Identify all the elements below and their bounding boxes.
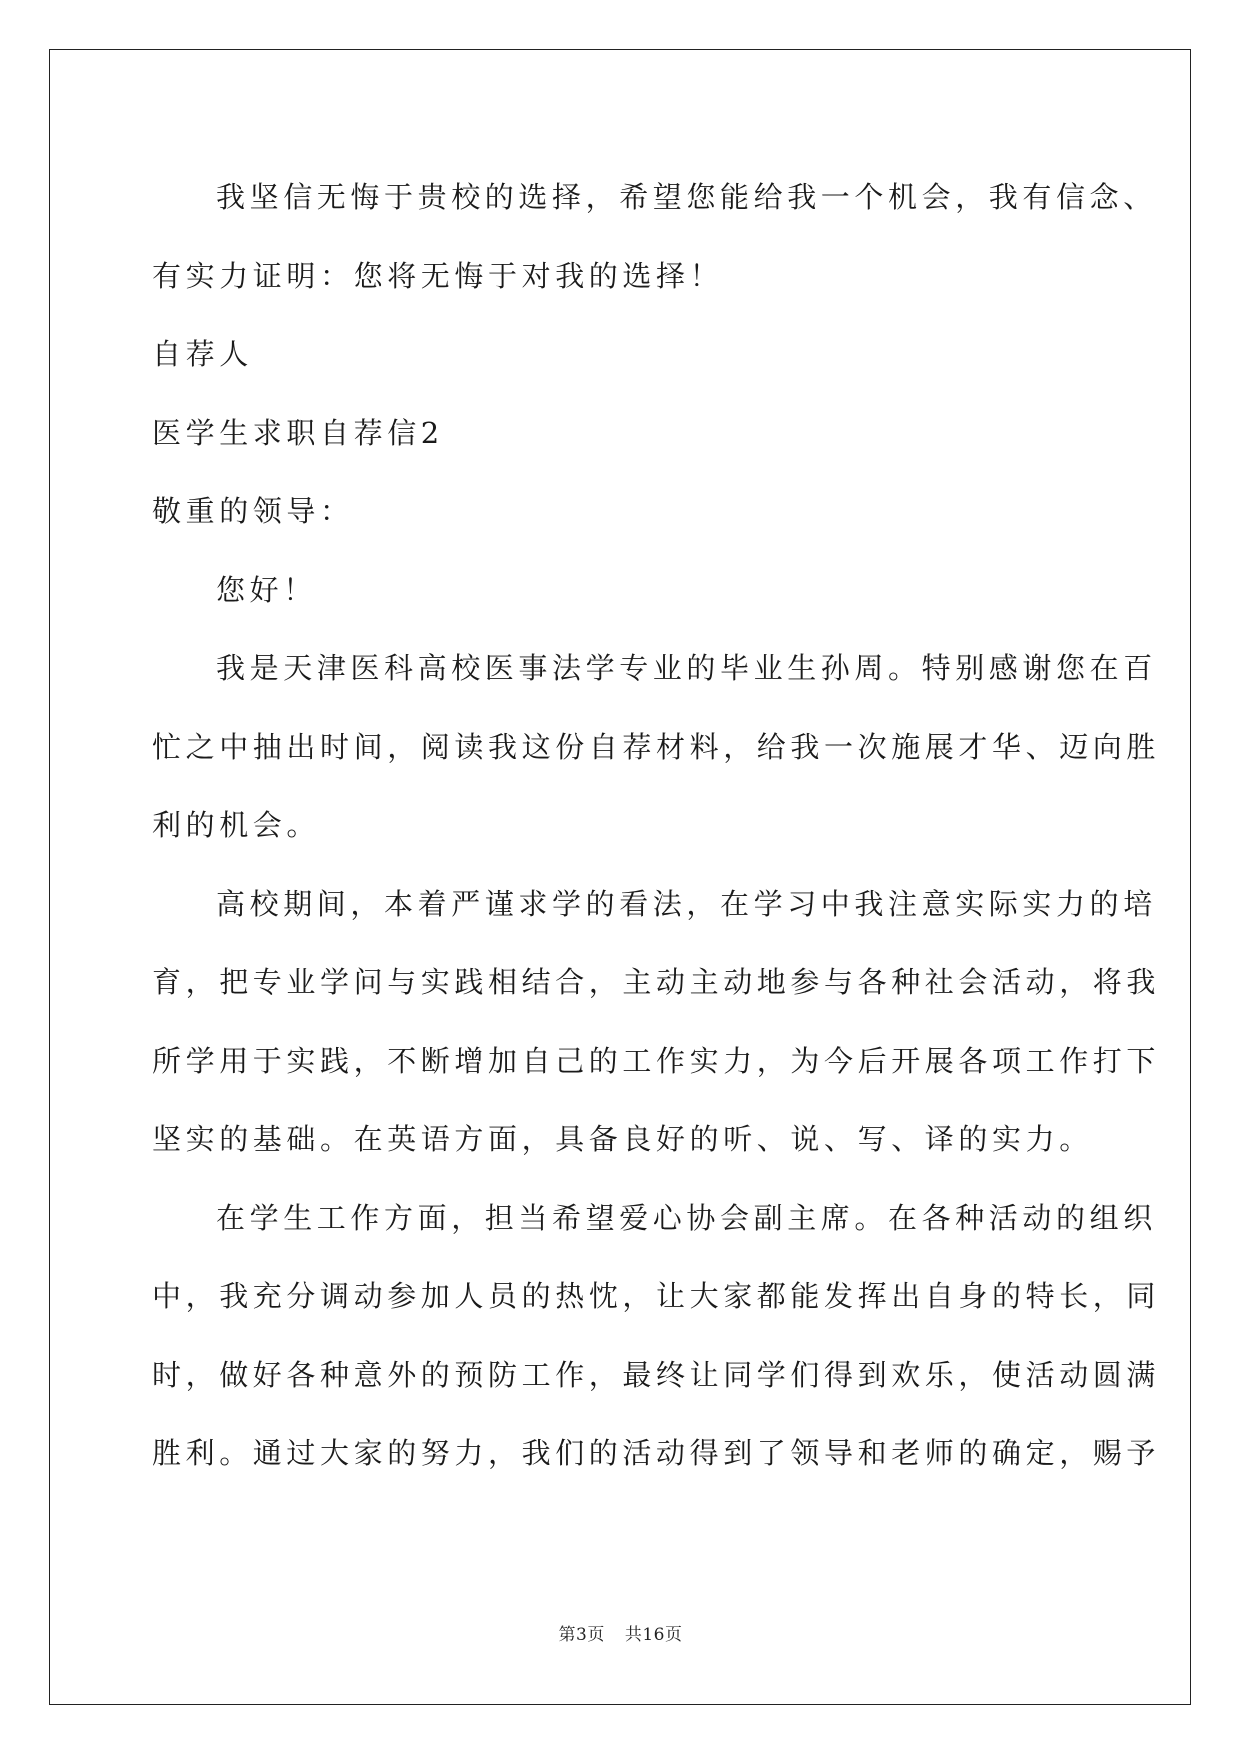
page-footer [0,1620,1241,1645]
text-line: 育，把专业学问与实践相结合，主动主动地参与各种社会活动，将我 [152,965,1161,999]
text-line: 坚实的基础。在英语方面，具备良好的听、说、写、译的实力。 [152,1122,1093,1156]
text-line: 所学用于实践，不断增加自己的工作实力，为今后开展各项工作打下 [152,1043,1161,1078]
text-line: 中，我充分调动参加人员的热忱，让大家都能发挥出自身的特长，同 [152,1279,1161,1313]
text-line: 有实力证明：您将无悔于对我的选择！ [152,258,724,293]
text-line: 我是天津医科高校医事法学专业的毕业生孙周。特别感谢您在百 [216,651,1157,685]
letter-title: 医学生求职自荐信2 [152,415,444,450]
text-line: 在学生工作方面，担当希望爱心协会副主席。在各种活动的组织 [216,1200,1157,1235]
text-line: 忙之中抽出时间，阅读我这份自荐材料，给我一次施展才华、迈向胜 [152,729,1161,764]
document-body [152,158,1161,1493]
signature-label: 自荐人 [152,337,253,371]
greeting: 您好！ [216,572,317,607]
text-line: 利的机会。 [152,808,321,842]
text-line: 胜利。通过大家的努力，我们的活动得到了领导和老师的确定，赐予 [152,1436,1161,1470]
page-number: 第3页 [558,1625,605,1645]
salutation: 敬重的领导： [152,494,354,528]
text-line: 我坚信无悔于贵校的选择，希望您能给我一个机会，我有信念、 [216,180,1157,214]
text-line: 时，做好各种意外的预防工作，最终让同学们得到欢乐，使活动圆满 [152,1357,1161,1392]
text-line: 高校期间，本着严谨求学的看法，在学习中我注意实际实力的培 [216,886,1157,921]
page-total: 共16页 [624,1625,683,1645]
